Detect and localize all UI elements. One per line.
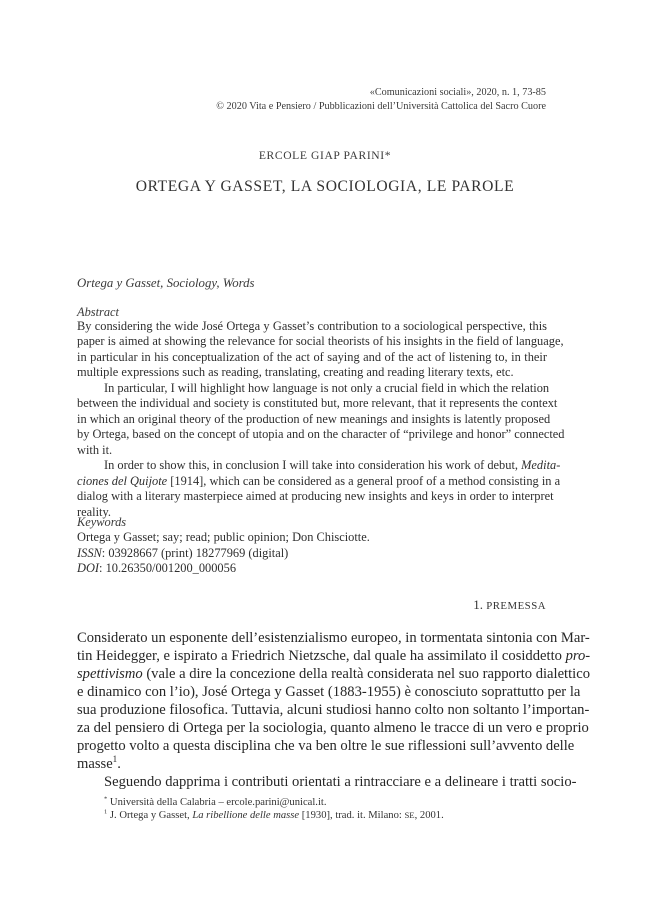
footnote-italic-title: La ribellione delle masse — [192, 810, 300, 821]
keywords-list: Ortega y Gasset; say; read; public opinion; Don Chisciotte. — [77, 530, 370, 544]
footnote-affiliation — [104, 797, 326, 808]
footnote-text: , 2001. — [414, 810, 444, 821]
section-heading — [473, 597, 546, 613]
abstract-line: paper is aimed at showing the relevance for social theorists of his insights in the field of language, — [77, 334, 564, 348]
journal-citation: «Comunicazioni sociali», 2020, n. 1, 73-85 — [369, 87, 546, 98]
work-title-italic: Medita- — [521, 458, 561, 472]
abstract-line — [77, 474, 561, 490]
body-line: e dinamico con l’io), José Ortega y Gasset (1883-1955) è conosciuto soprattutto per la — [77, 684, 581, 700]
copyright-line: © 2020 Vita e Pensiero / Pubblicazioni dell’Università Cattolica del Sacro Cuore — [216, 101, 546, 112]
section-title: PREMESSA — [486, 600, 546, 612]
abstract-heading: Abstract — [77, 305, 119, 319]
abstract-line — [104, 458, 561, 474]
footnote-text: J. Ortega y Gasset, — [107, 810, 193, 821]
footnote-text: [1930], trad. it. Milano: — [299, 810, 405, 821]
author-text: ERCOLE GIAP PARINI — [258, 149, 385, 162]
body-italic: spettivismo — [77, 666, 143, 682]
english-title: Ortega y Gasset, Sociology, Words — [77, 276, 255, 290]
body-line: Considerato un esponente dell’esistenzialismo europeo, in tormentata sintonia con Mar- — [77, 630, 590, 646]
body-line: za del pensiero di Ortega per la sociologia, quanto almeno le tracce di un vero e proprio — [77, 720, 589, 736]
body-line: sua produzione filosofica. Tuttavia, alcuni studiosi hanno colto non soltanto l’importan- — [77, 702, 590, 718]
footnote-1 — [104, 810, 444, 821]
issn-value: : 03928667 (print) 18277969 (digital) — [101, 546, 289, 560]
footnote-mark: * — [104, 795, 108, 803]
body-line — [77, 755, 547, 773]
abstract-line: with it. — [77, 443, 113, 457]
abstract-line: By considering the wide José Ortega y Gasset’s contribution to a sociological perspective, this — [77, 319, 547, 333]
footnote-mark: 1 — [104, 808, 108, 816]
body-line: progetto volto a questa disciplina che va ben oltre le sue riflessioni sull’avvento delle — [77, 738, 575, 754]
doi-line — [77, 561, 236, 576]
author-footnote-mark: * — [384, 149, 392, 162]
abstract-text: In order to show this, in conclusion I will take into consideration his work of debut, — [104, 458, 518, 472]
doi-value: : 10.26350/001200_000056 — [99, 561, 237, 575]
doi-label: DOI — [77, 561, 100, 575]
article-title: ORTEGA Y GASSET, LA SOCIOLOGIA, LE PAROLE — [135, 178, 515, 195]
issn-line — [77, 546, 288, 561]
abstract-line: multiple expressions such as reading, translating, creating and reading literary texts, etc. — [77, 365, 514, 379]
author-name — [0, 149, 650, 162]
body-line — [77, 665, 590, 683]
issn-label: ISSN — [77, 546, 102, 560]
body-text: (vale a dire la concezione della realtà considerata nel suo rapporto dialettico — [142, 666, 590, 682]
abstract-line: between the individual and society is constituted but, more relevant, that it represents the context — [77, 396, 558, 410]
abstract-text: [1914], which can be considered as a general proof of a method consisting in a — [167, 474, 561, 488]
abstract-line: In particular, I will highlight how language is not only a crucial field in which the relation — [104, 381, 550, 395]
abstract-line: dialog with a literary masterpiece aimed at producing new insights and keys in order to interpret — [77, 489, 554, 503]
footnote-publisher: SE — [404, 810, 415, 820]
body-text: . — [117, 756, 121, 772]
abstract-line: in which an original theory of the production of new meanings and insights is latently proposed — [77, 412, 551, 426]
body-line — [77, 647, 591, 665]
abstract-line: reality. — [77, 505, 111, 519]
abstract-line: in particular in his conceptualization of the act of saying and of the act of listening to, in their — [77, 350, 547, 364]
keywords-heading: Keywords — [77, 515, 127, 529]
footnote-ref[interactable]: 1 — [112, 754, 118, 765]
section-number: 1. — [473, 597, 487, 612]
body-text: tin Heidegger, e ispirato a Friedrich Nietzsche, dal quale ha assimilato il cosiddetto — [77, 648, 566, 664]
abstract-line: by Ortega, based on the concept of utopia and on the character of “privilege and honor” connected — [77, 427, 565, 441]
body-line: Seguendo dapprima i contributi orientati a rintracciare e a delineare i tratti socio- — [104, 774, 577, 790]
work-title-italic: ciones del Quijote — [77, 474, 168, 488]
body-italic: pro- — [565, 648, 591, 664]
footnote-text: Università della Calabria – ercole.parini@unical.it. — [107, 797, 327, 808]
body-text: masse — [77, 756, 113, 772]
